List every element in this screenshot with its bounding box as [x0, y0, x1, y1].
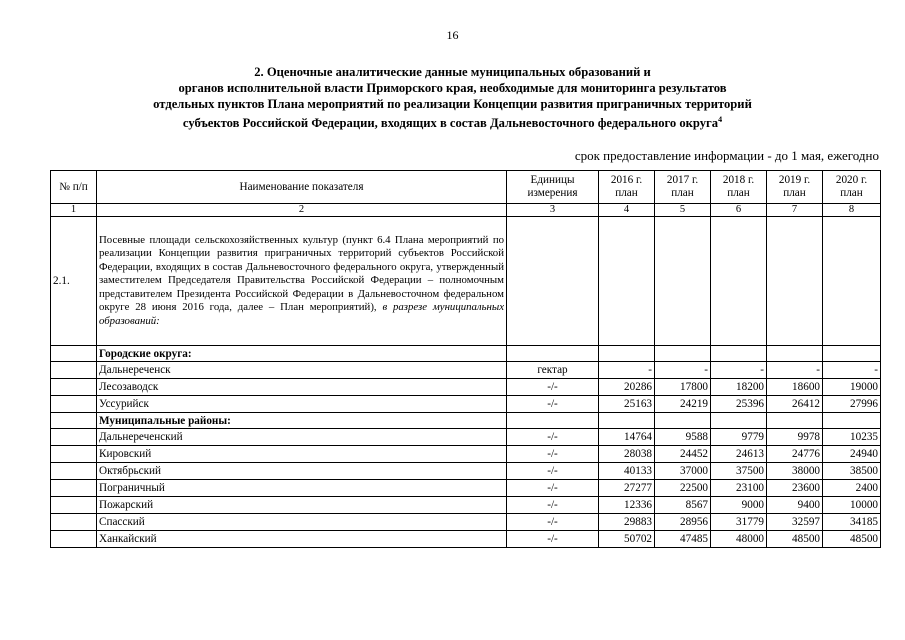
table-row — [51, 379, 881, 396]
value-2017: 24219 — [655, 396, 711, 413]
row-unit: -/- — [507, 429, 599, 446]
column-number: 3 — [507, 204, 599, 217]
header-unit-line2: измерения — [527, 187, 578, 199]
header-row — [51, 171, 881, 204]
empty-cell — [711, 217, 767, 346]
value-2019: - — [767, 362, 823, 379]
value-2019: 38000 — [767, 463, 823, 480]
deadline-note: срок предоставление информации - до 1 мая, ежегодно — [574, 148, 879, 163]
row-name: Уссурийск — [97, 396, 507, 413]
empty-cell — [51, 463, 97, 480]
value-2018: 24613 — [711, 446, 767, 463]
row-name: Дальнереченский — [97, 429, 507, 446]
empty-cell — [51, 429, 97, 446]
empty-cell — [599, 346, 655, 362]
column-number: 8 — [823, 204, 881, 217]
empty-cell — [51, 497, 97, 514]
value-2017: - — [655, 362, 711, 379]
section-row-districts — [51, 413, 881, 429]
title-line-4 — [60, 112, 845, 131]
document-title — [60, 64, 845, 131]
row-unit: -/- — [507, 463, 599, 480]
table-row — [51, 531, 881, 548]
title-line-3: отдельных пунктов Плана мероприятий по реализации Концепции развития приграничных территорий — [153, 97, 752, 111]
urban-rows — [51, 362, 881, 413]
column-number: 5 — [655, 204, 711, 217]
header-unit-line1: Единицы — [530, 174, 575, 186]
empty-cell — [655, 217, 711, 346]
indicators-table — [50, 170, 881, 548]
empty-cell — [599, 217, 655, 346]
header-num: № п/п — [51, 171, 97, 204]
value-2020: 10000 — [823, 497, 881, 514]
value-2018: 9000 — [711, 497, 767, 514]
footnote-marker: 4 — [718, 115, 723, 124]
row-name: Пожарский — [97, 497, 507, 514]
item-row — [51, 217, 881, 346]
row-unit: -/- — [507, 497, 599, 514]
header-2017-plan: план — [671, 187, 694, 199]
district-rows — [51, 429, 881, 548]
value-2020: 48500 — [823, 531, 881, 548]
header-name: Наименование показателя — [97, 171, 507, 204]
value-2020: 19000 — [823, 379, 881, 396]
empty-cell — [51, 514, 97, 531]
empty-cell — [51, 362, 97, 379]
value-2016: 20286 — [599, 379, 655, 396]
empty-cell — [767, 346, 823, 362]
row-unit: -/- — [507, 379, 599, 396]
value-2018: 25396 — [711, 396, 767, 413]
empty-cell — [507, 217, 599, 346]
header-2018-year: 2018 г. — [722, 174, 755, 186]
empty-cell — [823, 346, 881, 362]
empty-cell — [51, 396, 97, 413]
row-unit: -/- — [507, 480, 599, 497]
row-name: Октябрьский — [97, 463, 507, 480]
column-number: 7 — [767, 204, 823, 217]
title-line-1: 2. Оценочные аналитические данные муниципальных образований и — [254, 65, 651, 79]
column-number: 4 — [599, 204, 655, 217]
empty-cell — [507, 346, 599, 362]
empty-cell — [51, 480, 97, 497]
row-name: Кировский — [97, 446, 507, 463]
value-2019: 9978 — [767, 429, 823, 446]
empty-cell — [823, 217, 881, 346]
value-2018: - — [711, 362, 767, 379]
value-2018: 18200 — [711, 379, 767, 396]
column-number: 6 — [711, 204, 767, 217]
value-2016: 40133 — [599, 463, 655, 480]
header-2016 — [599, 171, 655, 204]
empty-cell — [655, 346, 711, 362]
column-number: 2 — [97, 204, 507, 217]
empty-cell — [599, 413, 655, 429]
title-line-4-text: субъектов Российской Федерации, входящих в состав Дальневосточного федерального округа — [182, 116, 719, 131]
value-2016: 25163 — [599, 396, 655, 413]
value-2019: 23600 — [767, 480, 823, 497]
empty-cell — [767, 413, 823, 429]
value-2016: - — [599, 362, 655, 379]
header-2020 — [823, 171, 881, 204]
empty-cell — [51, 413, 97, 429]
value-2017: 28956 — [655, 514, 711, 531]
value-2017: 24452 — [655, 446, 711, 463]
header-2018-plan: план — [727, 187, 750, 199]
row-name: Пограничный — [97, 480, 507, 497]
column-number: 1 — [51, 204, 97, 217]
empty-cell — [711, 346, 767, 362]
table-row — [51, 396, 881, 413]
header-2017 — [655, 171, 711, 204]
empty-cell — [711, 413, 767, 429]
value-2019: 32597 — [767, 514, 823, 531]
section-label-urban: Городские округа: — [97, 346, 507, 362]
empty-cell — [51, 446, 97, 463]
row-unit: -/- — [507, 446, 599, 463]
value-2020: 27996 — [823, 396, 881, 413]
row-unit: -/- — [507, 514, 599, 531]
item-description-italic: в разрезе муниципальных образований: — [99, 301, 505, 327]
value-2016: 50702 — [599, 531, 655, 548]
value-2017: 37000 — [655, 463, 711, 480]
header-2019-plan: план — [783, 187, 806, 199]
value-2016: 27277 — [599, 480, 655, 497]
value-2016: 29883 — [599, 514, 655, 531]
value-2019: 9400 — [767, 497, 823, 514]
value-2016: 12336 — [599, 497, 655, 514]
item-description — [97, 217, 507, 346]
value-2018: 48000 — [711, 531, 767, 548]
value-2017: 22500 — [655, 480, 711, 497]
value-2020: 34185 — [823, 514, 881, 531]
empty-cell — [51, 379, 97, 396]
value-2020: - — [823, 362, 881, 379]
row-name: Ханкайский — [97, 531, 507, 548]
row-name: Дальнереченск — [97, 362, 507, 379]
row-unit: гектар — [507, 362, 599, 379]
value-2018: 37500 — [711, 463, 767, 480]
title-line-2: органов исполнительной власти Приморского края, необходимые для мониторинга результатов — [178, 81, 727, 95]
header-2019-year: 2019 г. — [778, 174, 811, 186]
value-2017: 47485 — [655, 531, 711, 548]
empty-cell — [655, 413, 711, 429]
header-2018 — [711, 171, 767, 204]
value-2017: 8567 — [655, 497, 711, 514]
item-code: 2.1. — [51, 217, 97, 346]
header-2016-plan: план — [615, 187, 638, 199]
table-row — [51, 446, 881, 463]
section-label-districts: Муниципальные районы: — [97, 413, 507, 429]
value-2019: 24776 — [767, 446, 823, 463]
row-name: Спасский — [97, 514, 507, 531]
table-row — [51, 514, 881, 531]
value-2020: 24940 — [823, 446, 881, 463]
value-2020: 38500 — [823, 463, 881, 480]
table-row — [51, 480, 881, 497]
item-description-text: Посевные площади сельскохозяйственных культур (пункт 6.4 Плана мероприятий по реализации Концепции развития приграничных территорий субъектов Российской Федерации, входящих в состав Дальневосточного федерального округа, утвержденный заместителем Председателя Правительства Российской Федерации – полномочным представителем Президента Российской Федерации в Дальневосточном федеральном округе 28 июня 2016 года, далее – План мероприятий), — [99, 234, 504, 314]
header-2016-year: 2016 г. — [610, 174, 643, 186]
value-2017: 9588 — [655, 429, 711, 446]
value-2016: 14764 — [599, 429, 655, 446]
value-2016: 28038 — [599, 446, 655, 463]
table-row — [51, 497, 881, 514]
table-row — [51, 429, 881, 446]
column-number-row — [51, 204, 881, 217]
value-2017: 17800 — [655, 379, 711, 396]
value-2019: 48500 — [767, 531, 823, 548]
empty-cell — [767, 217, 823, 346]
row-unit: -/- — [507, 396, 599, 413]
header-2017-year: 2017 г. — [666, 174, 699, 186]
empty-cell — [507, 413, 599, 429]
value-2020: 10235 — [823, 429, 881, 446]
empty-cell — [51, 346, 97, 362]
row-name: Лесозаводск — [97, 379, 507, 396]
table-row — [51, 463, 881, 480]
empty-cell — [51, 531, 97, 548]
value-2018: 31779 — [711, 514, 767, 531]
section-row-urban — [51, 346, 881, 362]
header-2020-plan: план — [840, 187, 863, 199]
header-unit — [507, 171, 599, 204]
value-2018: 9779 — [711, 429, 767, 446]
value-2020: 2400 — [823, 480, 881, 497]
value-2019: 18600 — [767, 379, 823, 396]
table-row — [51, 362, 881, 379]
empty-cell — [823, 413, 881, 429]
header-2020-year: 2020 г. — [835, 174, 868, 186]
row-unit: -/- — [507, 531, 599, 548]
page-number: 16 — [446, 28, 459, 42]
value-2019: 26412 — [767, 396, 823, 413]
value-2018: 23100 — [711, 480, 767, 497]
header-2019 — [767, 171, 823, 204]
